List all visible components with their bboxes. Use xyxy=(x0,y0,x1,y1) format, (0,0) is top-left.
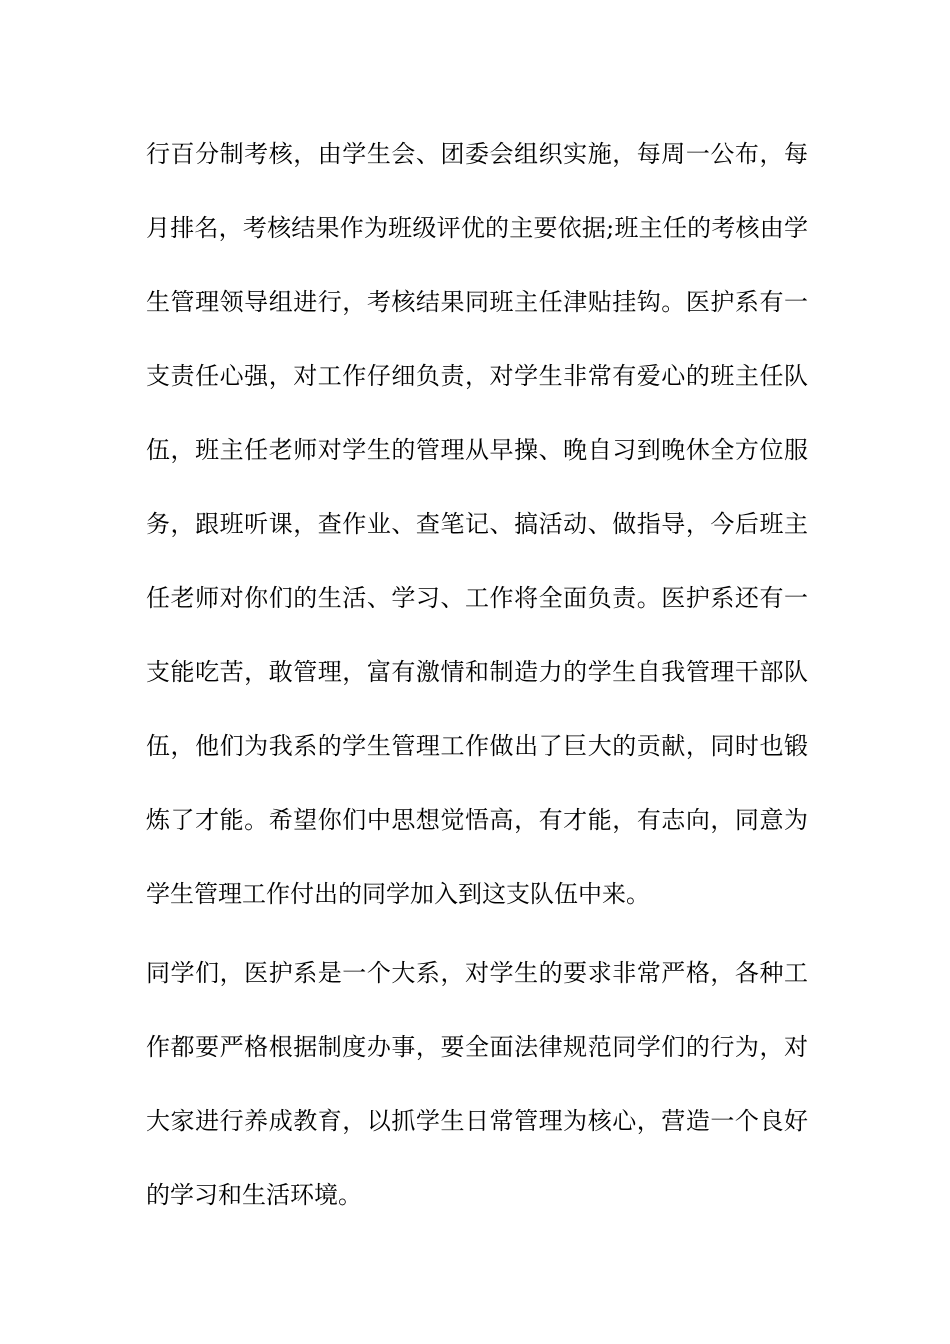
text-line: 行百分制考核，由学生会、团委会组织实施，每周一公布，每 xyxy=(146,140,808,168)
text-line: 生管理领导组进行，考核结果同班主任津贴挂钩。医护系有一 xyxy=(146,288,808,316)
text-line: 伍，班主任老师对学生的管理从早操、晚自习到晚休全方位服 xyxy=(146,436,808,464)
text-line: 作都要严格根据制度办事，要全面法律规范同学们的行为，对 xyxy=(146,1033,808,1061)
text-line: 学生管理工作付出的同学加入到这支队伍中来。 xyxy=(146,880,650,908)
text-line: 务，跟班听课，查作业、查笔记、搞活动、做指导，今后班主 xyxy=(146,510,808,538)
text-line: 同学们，医护系是一个大系，对学生的要求非常严格，各种工 xyxy=(146,959,808,987)
text-line: 支责任心强，对工作仔细负责，对学生非常有爱心的班主任队 xyxy=(146,362,808,390)
text-line: 支能吃苦，敢管理，富有激情和制造力的学生自我管理干部队 xyxy=(146,658,808,686)
text-line: 炼了才能。希望你们中思想觉悟高，有才能，有志向，同意为 xyxy=(146,806,808,834)
text-line: 的学习和生活环境。 xyxy=(146,1181,362,1209)
text-line: 大家进行养成教育，以抓学生日常管理为核心，营造一个良好 xyxy=(146,1107,808,1135)
text-line: 伍，他们为我系的学生管理工作做出了巨大的贡献，同时也锻 xyxy=(146,732,808,760)
text-line: 任老师对你们的生活、学习、工作将全面负责。医护系还有一 xyxy=(146,584,808,612)
text-line: 月排名，考核结果作为班级评优的主要依据;班主任的考核由学 xyxy=(146,214,808,242)
